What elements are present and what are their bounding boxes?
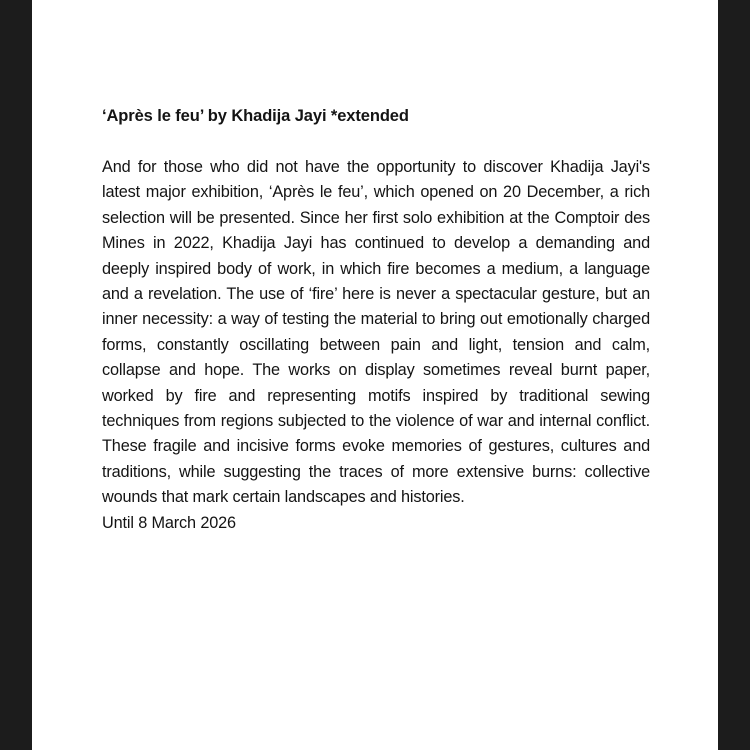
article-title: ‘Après le feu’ by Khadija Jayi *extended: [102, 107, 409, 125]
article: [102, 104, 650, 536]
article-body: And for those who did not have the opportunity to discover Khadija Jayi's latest major exhibition, ‘Après le feu’, which opened on 20 December, a rich selection will be presented. Since her first solo exhibition at the Comptoir des Mines in 2022, Khadija Jayi has continued to develop a demanding and deeply inspired body of work, in which fire becomes a medium, a language and a revelation. The use of ‘fire’ here is never a spectacular gesture, but an inner necessity: a way of testing the material to bring out emotionally charged forms, constantly oscillating between pain and light, tension and calm, collapse and hope. The works on display sometimes reveal burnt paper, worked by fire and representing motifs inspired by traditional sewing techniques from regions subjected to the violence of war and internal conflict. These fragile and incisive forms evoke memories of gestures, cultures and traditions, while suggesting the traces of more extensive burns: collective wounds that mark certain landscapes and histories.: [102, 158, 650, 507]
document-page: [32, 0, 718, 750]
exhibition-end-date: Until 8 March 2026: [102, 513, 236, 532]
